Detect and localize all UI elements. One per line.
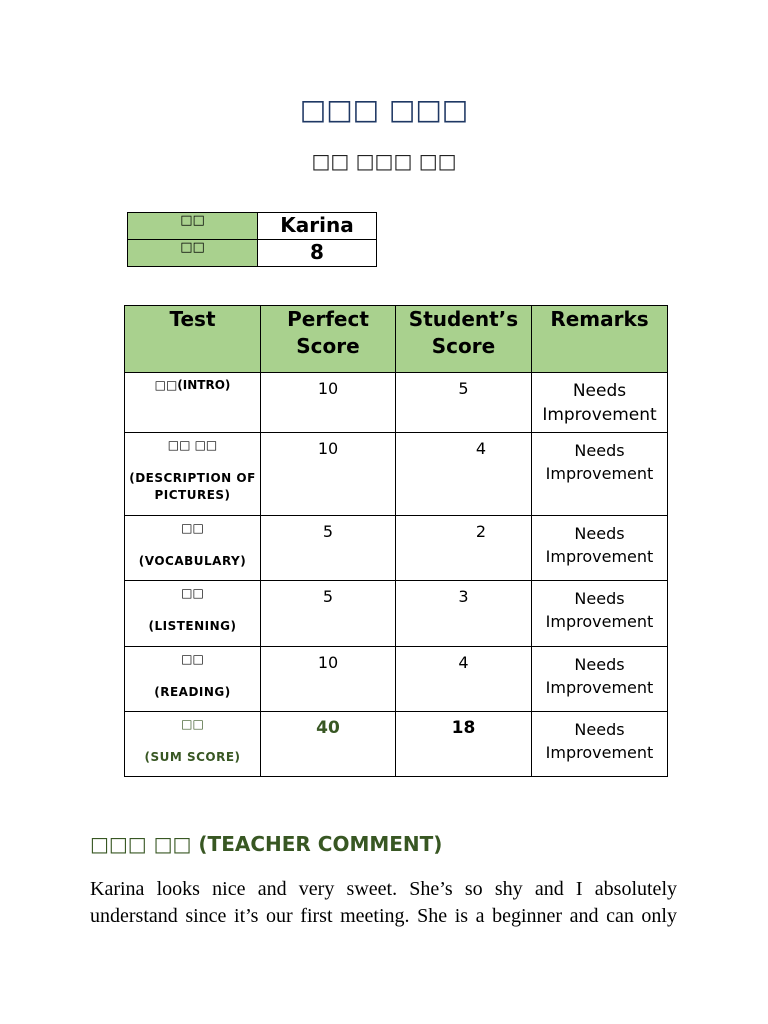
perfect-score: 10 — [261, 433, 396, 516]
test-name — [125, 373, 261, 433]
header-student-score: Student’s Score — [396, 306, 532, 373]
student-score: 5 — [396, 373, 532, 433]
perfect-score: 10 — [261, 373, 396, 433]
student-score-total: 18 — [396, 712, 532, 777]
test-name — [125, 647, 261, 712]
test-name-en: (READING) — [154, 685, 231, 699]
teacher-comment-text: Karina looks nice and very sweet. She’s so shy and I absolutely understand since it’s our first meeting. She is a beginner and can only — [90, 878, 677, 927]
student-score: 2 — [396, 516, 532, 581]
perfect-score: 5 — [261, 581, 396, 647]
student-score: 4 — [396, 433, 532, 516]
remarks: Needs Improvement — [532, 647, 668, 712]
remarks: Needs Improvement — [532, 712, 668, 777]
student-info-table — [127, 212, 377, 267]
table-row — [125, 433, 668, 516]
header-perfect-score: Perfect Score — [261, 306, 396, 373]
score-table — [124, 305, 668, 777]
perfect-score: 10 — [261, 647, 396, 712]
test-name-en: (DESCRIPTION OF PICTURES) — [129, 471, 256, 502]
test-name-en: (LISTENING) — [148, 619, 237, 633]
test-name-en: (SUM SCORE) — [144, 750, 241, 764]
age-value: 8 — [258, 240, 377, 267]
age-label: □□ — [128, 240, 258, 267]
test-name-ko: □□(INTRO) — [154, 378, 231, 392]
name-value: Karina — [258, 213, 377, 240]
test-name — [125, 433, 261, 516]
sum-row — [125, 712, 668, 777]
header-test: Test — [125, 306, 261, 373]
header-remarks: Remarks — [532, 306, 668, 373]
score-table-header — [125, 306, 668, 373]
report-subtitle: □□ □□□ □□ — [311, 149, 457, 173]
teacher-comment-heading: □□□ □□ (TEACHER COMMENT) — [90, 832, 443, 856]
student-score: 4 — [396, 647, 532, 712]
remarks: Needs Improvement — [532, 516, 668, 581]
remarks: Needs Improvement — [532, 373, 668, 433]
remarks: Needs Improvement — [532, 433, 668, 516]
table-row — [125, 581, 668, 647]
test-name-ko: □□ □□ — [167, 438, 218, 452]
test-name-en: (VOCABULARY) — [138, 554, 247, 568]
test-name-ko: □□ — [181, 521, 204, 535]
perfect-score: 5 — [261, 516, 396, 581]
name-label: □□ — [128, 213, 258, 240]
perfect-score-total: 40 — [261, 712, 396, 777]
age-row — [128, 240, 377, 267]
table-row — [125, 373, 668, 433]
table-row — [125, 647, 668, 712]
report-title: □□□ □□□ — [299, 93, 469, 126]
student-score: 3 — [396, 581, 532, 647]
test-name — [125, 581, 261, 647]
test-name — [125, 712, 261, 777]
test-name-ko: □□ — [181, 652, 204, 666]
remarks: Needs Improvement — [532, 581, 668, 647]
name-row — [128, 213, 377, 240]
test-name-ko: □□ — [181, 717, 204, 731]
table-row — [125, 516, 668, 581]
test-name — [125, 516, 261, 581]
test-name-ko: □□ — [181, 586, 204, 600]
